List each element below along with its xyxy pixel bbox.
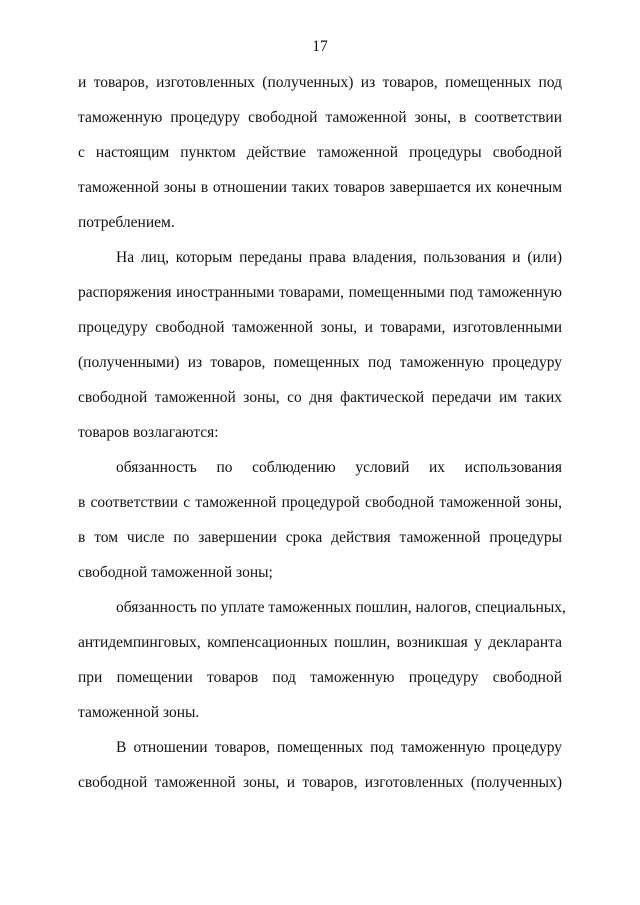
paragraph-first-line: обязанность по уплате таможенных пошлин, налогов, специальных,	[116, 599, 566, 616]
text-line: свободной таможенной зоны;	[78, 564, 273, 581]
text-line: процедуру свободной таможенной зоны, и товарами, изготовленными	[78, 319, 562, 336]
text-line: таможенную процедуру свободной таможенной зоны, в соответствии	[78, 109, 562, 126]
text-line: в том числе по завершении срока действия таможенной процедуры	[78, 529, 562, 546]
text-line: таможенной зоны.	[78, 704, 200, 721]
text-line: с настоящим пунктом действие таможенной процедуры свободной	[78, 144, 562, 161]
text-line: и товаров, изготовленных (полученных) из товаров, помещенных под	[78, 74, 562, 91]
page-number: 17	[312, 38, 328, 55]
text-line: антидемпинговых, компенсационных пошлин, возникшая у декларанта	[78, 634, 562, 651]
text-line: при помещении товаров под таможенную процедуру свободной	[78, 669, 562, 686]
text-line: в соответствии с таможенной процедурой свободной таможенной зоны,	[78, 494, 562, 511]
paragraph-first-line: В отношении товаров, помещенных под таможенную процедуру	[116, 739, 562, 756]
text-line: таможенной зоны в отношении таких товаров завершается их конечным	[78, 179, 562, 196]
text-line: (полученными) из товаров, помещенных под таможенную процедуру	[78, 354, 562, 371]
text-line: товаров возлагаются:	[78, 424, 219, 441]
text-line: распоряжения иностранными товарами, помещенными под таможенную	[78, 284, 562, 301]
text-line: свободной таможенной зоны, со дня фактической передачи им таких	[78, 389, 562, 406]
paragraph-first-line: обязанность по соблюдению условий их использования	[116, 459, 562, 476]
text-line: свободной таможенной зоны, и товаров, изготовленных (полученных)	[78, 774, 562, 791]
text-line: потреблением.	[78, 214, 175, 231]
paragraph-first-line: На лиц, которым переданы права владения, пользования и (или)	[116, 249, 562, 266]
